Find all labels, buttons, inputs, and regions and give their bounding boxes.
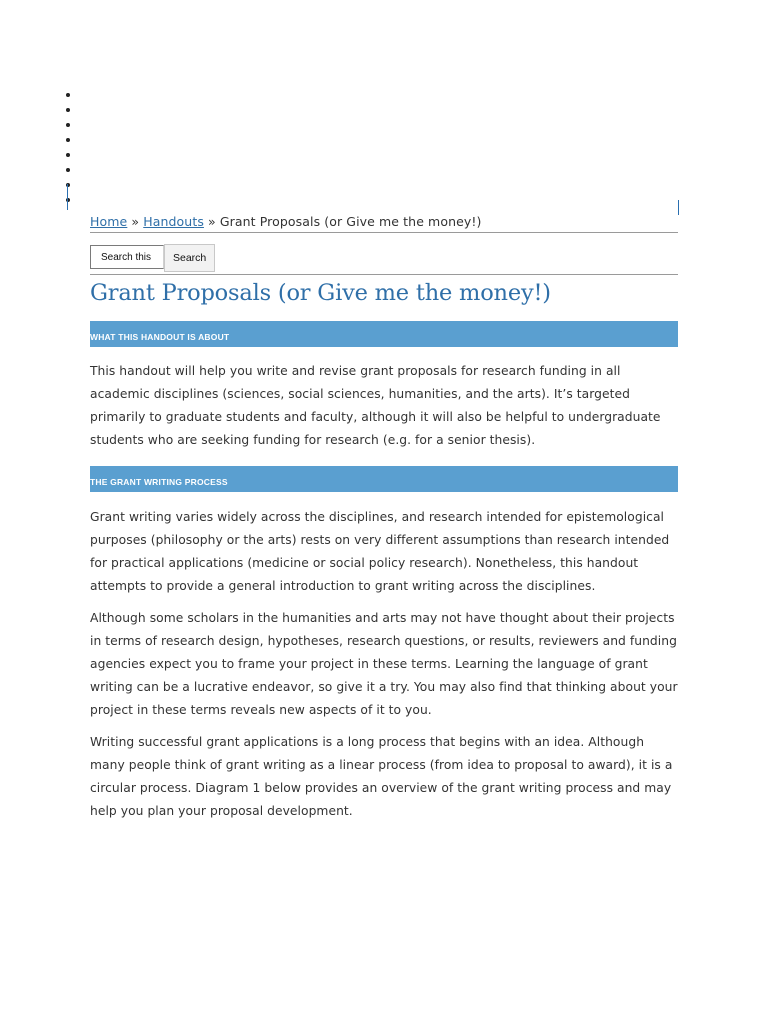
search-button[interactable]: Search [164, 244, 215, 272]
cursor-marker [67, 184, 68, 210]
cursor-marker [678, 200, 679, 215]
paragraph: This handout will help you write and revise grant proposals for research funding in all academic disciplines (sciences, social sciences, humanities, and the arts). It’s targeted primarily to graduate students and faculty, although it will also be helpful to undergraduate students who are seeking funding for research (e.g. for a senior thesis). [90, 364, 661, 447]
section-heading: WHAT THIS HANDOUT IS ABOUT [90, 321, 678, 347]
paragraph: Grant writing varies widely across the disciplines, and research intended for epistemological purposes (philosophy or the arts) rests on very different assumptions than research intended for practical applications (medicine or social policy research). Nonetheless, this handout attempts to provide a general introduction to grant writing across the disciplines. [90, 510, 670, 593]
breadcrumb-current: Grant Proposals (or Give me the money!) [219, 214, 482, 229]
nav-bullet [66, 93, 70, 97]
paragraph: Writing successful grant applications is a long process that begins with an idea. Although many people think of grant writing as a linear process (from idea to proposal to award), it is a circular process. Diagram 1 below provides an overview of the grant writing process and may help you plan your proposal development. [90, 735, 673, 818]
search-form [90, 245, 678, 269]
search-input[interactable] [90, 245, 164, 269]
page-title: Grant Proposals (or Give me the money!) [90, 280, 551, 306]
nav-bullet [66, 138, 70, 142]
nav-bullet [66, 108, 70, 112]
breadcrumb [90, 214, 678, 233]
section-heading: THE GRANT WRITING PROCESS [90, 466, 678, 492]
breadcrumb-handouts-link[interactable]: Handouts [143, 214, 204, 229]
main-content [90, 214, 678, 823]
nav-bullet [66, 123, 70, 127]
breadcrumb-separator: » [208, 214, 216, 229]
divider [90, 274, 678, 275]
breadcrumb-home-link[interactable]: Home [90, 214, 128, 229]
nav-bullet [66, 153, 70, 157]
paragraph: Although some scholars in the humanities and arts may not have thought about their projects in terms of research design, hypotheses, research questions, or results, reviewers and funding agencies expect you to frame your project in these terms. Learning the language of grant writing can be a lucrative endeavor, so give it a try. You may also find that thinking about your project in these terms reveals new aspects of it to you. [90, 611, 678, 717]
nav-bullet [66, 168, 70, 172]
breadcrumb-separator: » [131, 214, 140, 229]
